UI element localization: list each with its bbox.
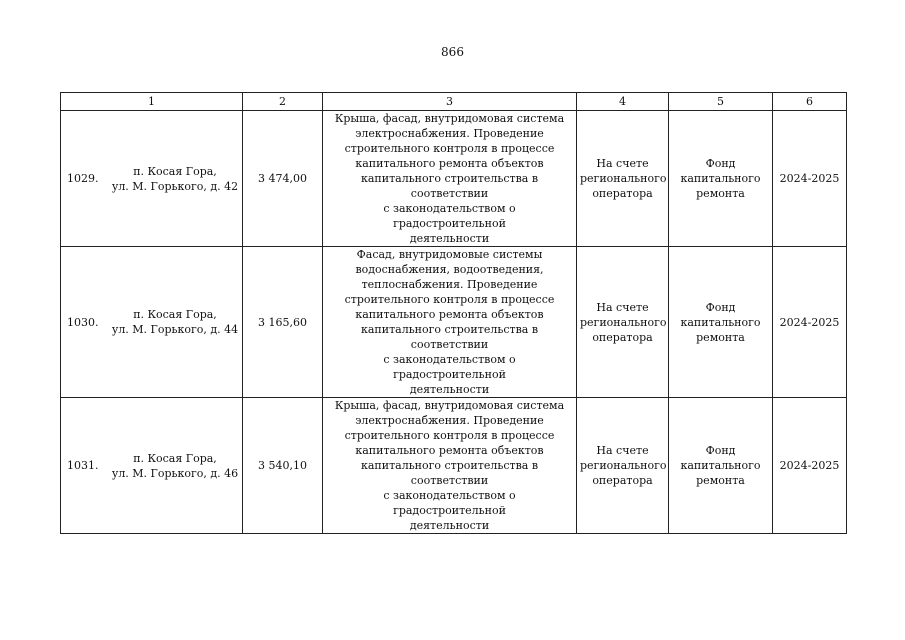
object-address bbox=[111, 307, 239, 337]
financing-cell bbox=[577, 111, 669, 247]
table-row bbox=[61, 398, 847, 534]
works-cell bbox=[323, 247, 577, 398]
works-line: электроснабжения. Проведение bbox=[355, 414, 544, 427]
works-line: водоснабжения, водоотведения, bbox=[355, 263, 544, 276]
works-line: капитального строительства в соответствии bbox=[360, 323, 539, 351]
object-cell bbox=[61, 398, 243, 534]
financing-line: На счете bbox=[596, 300, 649, 314]
works-line: строительного контроля в процессе bbox=[344, 293, 555, 306]
object-address bbox=[111, 164, 239, 194]
capital-repair-table bbox=[60, 92, 847, 534]
column-header-2: 2 bbox=[243, 93, 323, 111]
works-line: строительного контроля в процессе bbox=[344, 429, 555, 442]
works-line: Крыша, фасад, внутридомовая система bbox=[334, 112, 565, 125]
works-line: капитального строительства в соответствии bbox=[360, 459, 539, 487]
source-line: Фонд bbox=[705, 300, 736, 314]
source-line: ремонта bbox=[696, 474, 745, 487]
address-line: ул. М. Горького, д. 42 bbox=[111, 179, 239, 193]
works-line: Фасад, внутридомовые системы bbox=[356, 248, 543, 261]
works-line: с законодательством о градостроительной bbox=[383, 353, 516, 381]
cost-cell: 3 540,10 bbox=[243, 398, 323, 534]
cost-cell: 3 474,00 bbox=[243, 111, 323, 247]
cost-cell: 3 165,60 bbox=[243, 247, 323, 398]
source-line: Фонд bbox=[705, 157, 736, 170]
financing-line: На счете bbox=[596, 157, 649, 170]
header-row bbox=[61, 93, 847, 111]
row-index: 1030. bbox=[67, 315, 99, 329]
financing-cell bbox=[577, 398, 669, 534]
works-line: капитального строительства в соответствии bbox=[360, 172, 539, 200]
period-cell: 2024-2025 bbox=[773, 111, 847, 247]
works-cell bbox=[323, 111, 577, 247]
works-line: деятельности bbox=[409, 383, 490, 396]
source-line: капитального bbox=[680, 315, 761, 329]
object-cell bbox=[61, 111, 243, 247]
financing-line: оператора bbox=[592, 474, 653, 487]
column-header-6: 6 bbox=[773, 93, 847, 111]
address-line: ул. М. Горького, д. 44 bbox=[111, 323, 239, 336]
works-line: Крыша, фасад, внутридомовая система bbox=[334, 399, 565, 412]
funding-source-cell bbox=[669, 247, 773, 398]
period-cell: 2024-2025 bbox=[773, 247, 847, 398]
table-row bbox=[61, 111, 847, 247]
works-line: капитального ремонта объектов bbox=[355, 444, 544, 457]
column-header-1: 1 bbox=[61, 93, 243, 111]
address-line: ул. М. Горького, д. 46 bbox=[111, 466, 239, 480]
works-line: строительного контроля в процессе bbox=[344, 142, 555, 155]
column-header-5: 5 bbox=[669, 93, 773, 111]
works-line: капитального ремонта объектов bbox=[355, 308, 544, 321]
financing-line: оператора bbox=[592, 330, 653, 344]
works-line: с законодательством о градостроительной bbox=[383, 202, 516, 230]
works-line: капитального ремонта объектов bbox=[355, 157, 544, 170]
source-line: ремонта bbox=[696, 187, 745, 200]
financing-line: регионального bbox=[580, 172, 667, 185]
row-index: 1029. bbox=[67, 172, 99, 185]
source-line: капитального bbox=[680, 172, 761, 185]
works-line: деятельности bbox=[409, 519, 490, 532]
financing-cell bbox=[577, 247, 669, 398]
works-line: деятельности bbox=[409, 232, 490, 245]
works-cell bbox=[323, 398, 577, 534]
source-line: ремонта bbox=[696, 330, 745, 344]
source-line: капитального bbox=[680, 459, 761, 472]
financing-line: На счете bbox=[596, 444, 649, 457]
column-header-3: 3 bbox=[323, 93, 577, 111]
works-line: электроснабжения. Проведение bbox=[355, 127, 544, 140]
financing-line: регионального bbox=[580, 315, 667, 329]
source-line: Фонд bbox=[705, 444, 736, 457]
funding-source-cell bbox=[669, 398, 773, 534]
address-line: п. Косая Гора, bbox=[133, 308, 217, 321]
works-line: теплоснабжения. Проведение bbox=[361, 278, 538, 291]
column-header-4: 4 bbox=[577, 93, 669, 111]
address-line: п. Косая Гора, bbox=[133, 164, 217, 178]
row-index: 1031. bbox=[67, 459, 99, 472]
financing-line: оператора bbox=[592, 187, 653, 200]
page-number: 866 bbox=[441, 45, 464, 59]
period-cell: 2024-2025 bbox=[773, 398, 847, 534]
address-line: п. Косая Гора, bbox=[133, 451, 217, 465]
object-cell bbox=[61, 247, 243, 398]
object-address bbox=[111, 451, 239, 481]
financing-line: регионального bbox=[580, 459, 667, 472]
funding-source-cell bbox=[669, 111, 773, 247]
works-line: с законодательством о градостроительной bbox=[383, 489, 516, 517]
table-row bbox=[61, 247, 847, 398]
